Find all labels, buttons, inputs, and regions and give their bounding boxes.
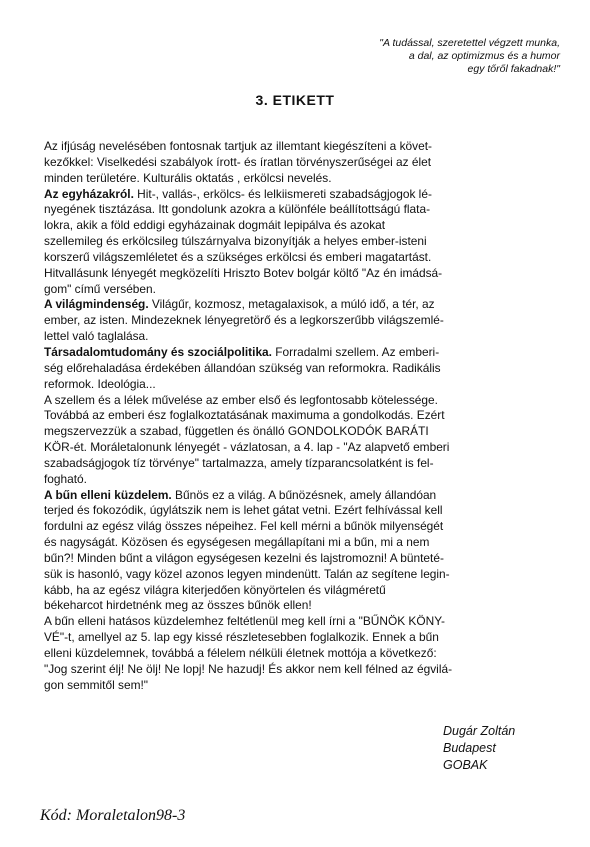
section-heading: Társadalomtudomány és szociálpolitika. (44, 344, 272, 359)
text-segment: reformok. Ideológia... (44, 376, 156, 391)
text-line (44, 202, 564, 218)
text-line (44, 218, 564, 234)
text-segment: megszervezzük a szabad, független és önálló GONDOLKODÓK BARÁTI (44, 424, 429, 439)
text-line (44, 171, 564, 187)
document-code: Kód: Moraletalon98-3 (40, 807, 186, 824)
text-line (44, 234, 564, 250)
text-segment: ség előrehaladása érdekében állandóan szükség van reformokra. Radikális (44, 360, 441, 375)
text-line (44, 630, 564, 646)
text-line (44, 424, 564, 440)
text-line (44, 266, 564, 282)
signature-block (443, 723, 515, 774)
text-segment: Hit-, vallás-, erkölcs- és lelkiismereti szabadságjogok lé- (133, 186, 432, 201)
text-segment: Bűnös ez a világ. A bűnözésnek, amely állandóan (171, 487, 437, 502)
text-segment: lettel való taglalása. (44, 329, 149, 344)
text-line (44, 678, 564, 694)
text-segment: VÉ"-t, amellyel az 5. lap egy kissé részletesebben foglalkozik. Ennek a bűn (44, 630, 439, 645)
text-line (44, 313, 564, 329)
text-segment: KÖR-ét. Moráletalonunk lényegét - vázlatosan, a 4. lap - "Az alapvető emberi (44, 440, 450, 455)
text-line (44, 187, 564, 203)
text-line (44, 488, 564, 504)
section-heading: A bűn elleni küzdelem. (44, 487, 172, 502)
signature-city: Budapest (443, 741, 496, 755)
text-segment: sük is hasonló, vagy közel azonos legyen mindenütt. Talán az segítene legin- (44, 566, 450, 581)
text-segment: "Jog szerint élj! Ne ölj! Ne lopj! Ne hazudj! És akkor nem kell félned az égvilá- (44, 661, 453, 676)
text-line (44, 646, 564, 662)
text-segment: békeharcot hirdetnénk meg az összes bűnök ellen! (44, 598, 312, 613)
text-line (44, 551, 564, 567)
text-segment: szellemileg és erkölcsileg túlszárnyalva bizonyítják a helyes ember-isteni (44, 234, 427, 249)
text-line (44, 282, 564, 298)
text-line (44, 393, 564, 409)
text-segment: fogható. (44, 471, 87, 486)
text-line (44, 250, 564, 266)
text-line (44, 297, 564, 313)
text-line (44, 662, 564, 678)
text-segment: kezőkkel: Viselkedési szabályok írott- és íratlan törvényszerűségei az élet (44, 154, 432, 169)
text-segment: A szellem és a lélek művelése az ember első és legfontosabb kötelessége. (44, 392, 438, 407)
text-line (44, 361, 564, 377)
text-segment: elleni küzdelemnek, továbbá a félelem nélküli életnek mottója a következő: (44, 646, 437, 660)
body-text (44, 139, 564, 694)
section-heading: A világmindenség. (44, 297, 149, 312)
text-segment: ember, az isten. Mindezeknek lényegretörő és a legkorszerűbb világszemlé- (44, 313, 444, 328)
motto-line: "A tudással, szeretettel végzett munka, (379, 37, 560, 49)
text-line (44, 139, 564, 155)
signature-org: GOBAK (443, 758, 488, 772)
text-line (44, 440, 564, 456)
motto-line: a dal, az optimizmus és a humor (408, 50, 560, 62)
text-line (44, 456, 564, 472)
section-heading: Az egyházakról. (44, 186, 134, 201)
page-title: 3. ETIKETT (255, 92, 335, 108)
text-line (44, 567, 564, 583)
motto-quote (280, 37, 560, 76)
text-segment: A bűn elleni hatásos küzdelemhez feltétlenül meg kell írni a "BŰNÖK KÖNY- (44, 614, 445, 629)
text-line (44, 503, 564, 519)
text-line (44, 329, 564, 345)
text-line (44, 472, 564, 488)
text-segment: gom" című versében. (44, 281, 156, 296)
text-segment: terjed és fokozódik, úgylátszik nem is lehet gátat vetni. Ezért felhívással kell (44, 503, 443, 518)
text-segment: Hitvallásunk lényegét megközelíti Hriszto Botev bolgár költő "Az én imádsá- (44, 265, 443, 280)
text-segment: bűn?! Minden bűnt a világon egységesen kezelni és lajstromozni! A bünteté- (44, 550, 444, 565)
text-line (44, 583, 564, 599)
text-line (44, 345, 564, 361)
text-segment: és nagyságát. Közösen és egységesen megállapítani mi a bűn, mi a nem (44, 535, 430, 550)
text-line (44, 535, 564, 551)
text-segment: szabadságjogok tíz törvénye" tartalmazza, amely tízparancsolatként is fel- (44, 455, 434, 470)
text-segment: korszerű világszemléletet és a szükséges erkölcsi és emberi magatartást. (44, 249, 432, 264)
text-segment: fordulni az egész világ összes népeihez. Fel kell mérni a bűnök milyenségét (44, 519, 444, 534)
text-segment: lokra, akik a föld eddigi egyházainak dogmáit lepipálva és azokat (44, 218, 386, 233)
motto-line: egy tőről fakadnak!" (467, 63, 560, 75)
text-line (44, 519, 564, 535)
text-segment: gon semmitől sem!" (44, 677, 149, 692)
text-segment: Világűr, kozmosz, metagalaxisok, a múló idő, a tér, az (148, 297, 435, 312)
signature-name: Dugár Zoltán (443, 724, 516, 738)
text-segment: Az ifjúság nevelésében fontosnak tartjuk az illemtant kiegészíteni a követ- (44, 139, 432, 153)
text-line (44, 614, 564, 630)
text-segment: nyegének tisztázása. Itt gondolunk azokra a különféle beállítottságú flata- (44, 202, 431, 217)
text-segment: Továbbá az emberi ész foglalkoztatásának maximuma a gondolkodás. Ezért (44, 408, 445, 423)
text-segment: Forradalmi szellem. Az emberi- (271, 344, 440, 359)
text-line (44, 155, 564, 171)
text-line (44, 408, 564, 424)
text-segment: kább, ha az egész világra kiterjedően könyörtelen és világméretű (44, 582, 386, 597)
text-line (44, 598, 564, 614)
text-segment: minden területére. Kulturális oktatás , erkölcsi nevelés. (44, 170, 332, 185)
text-line (44, 377, 564, 393)
